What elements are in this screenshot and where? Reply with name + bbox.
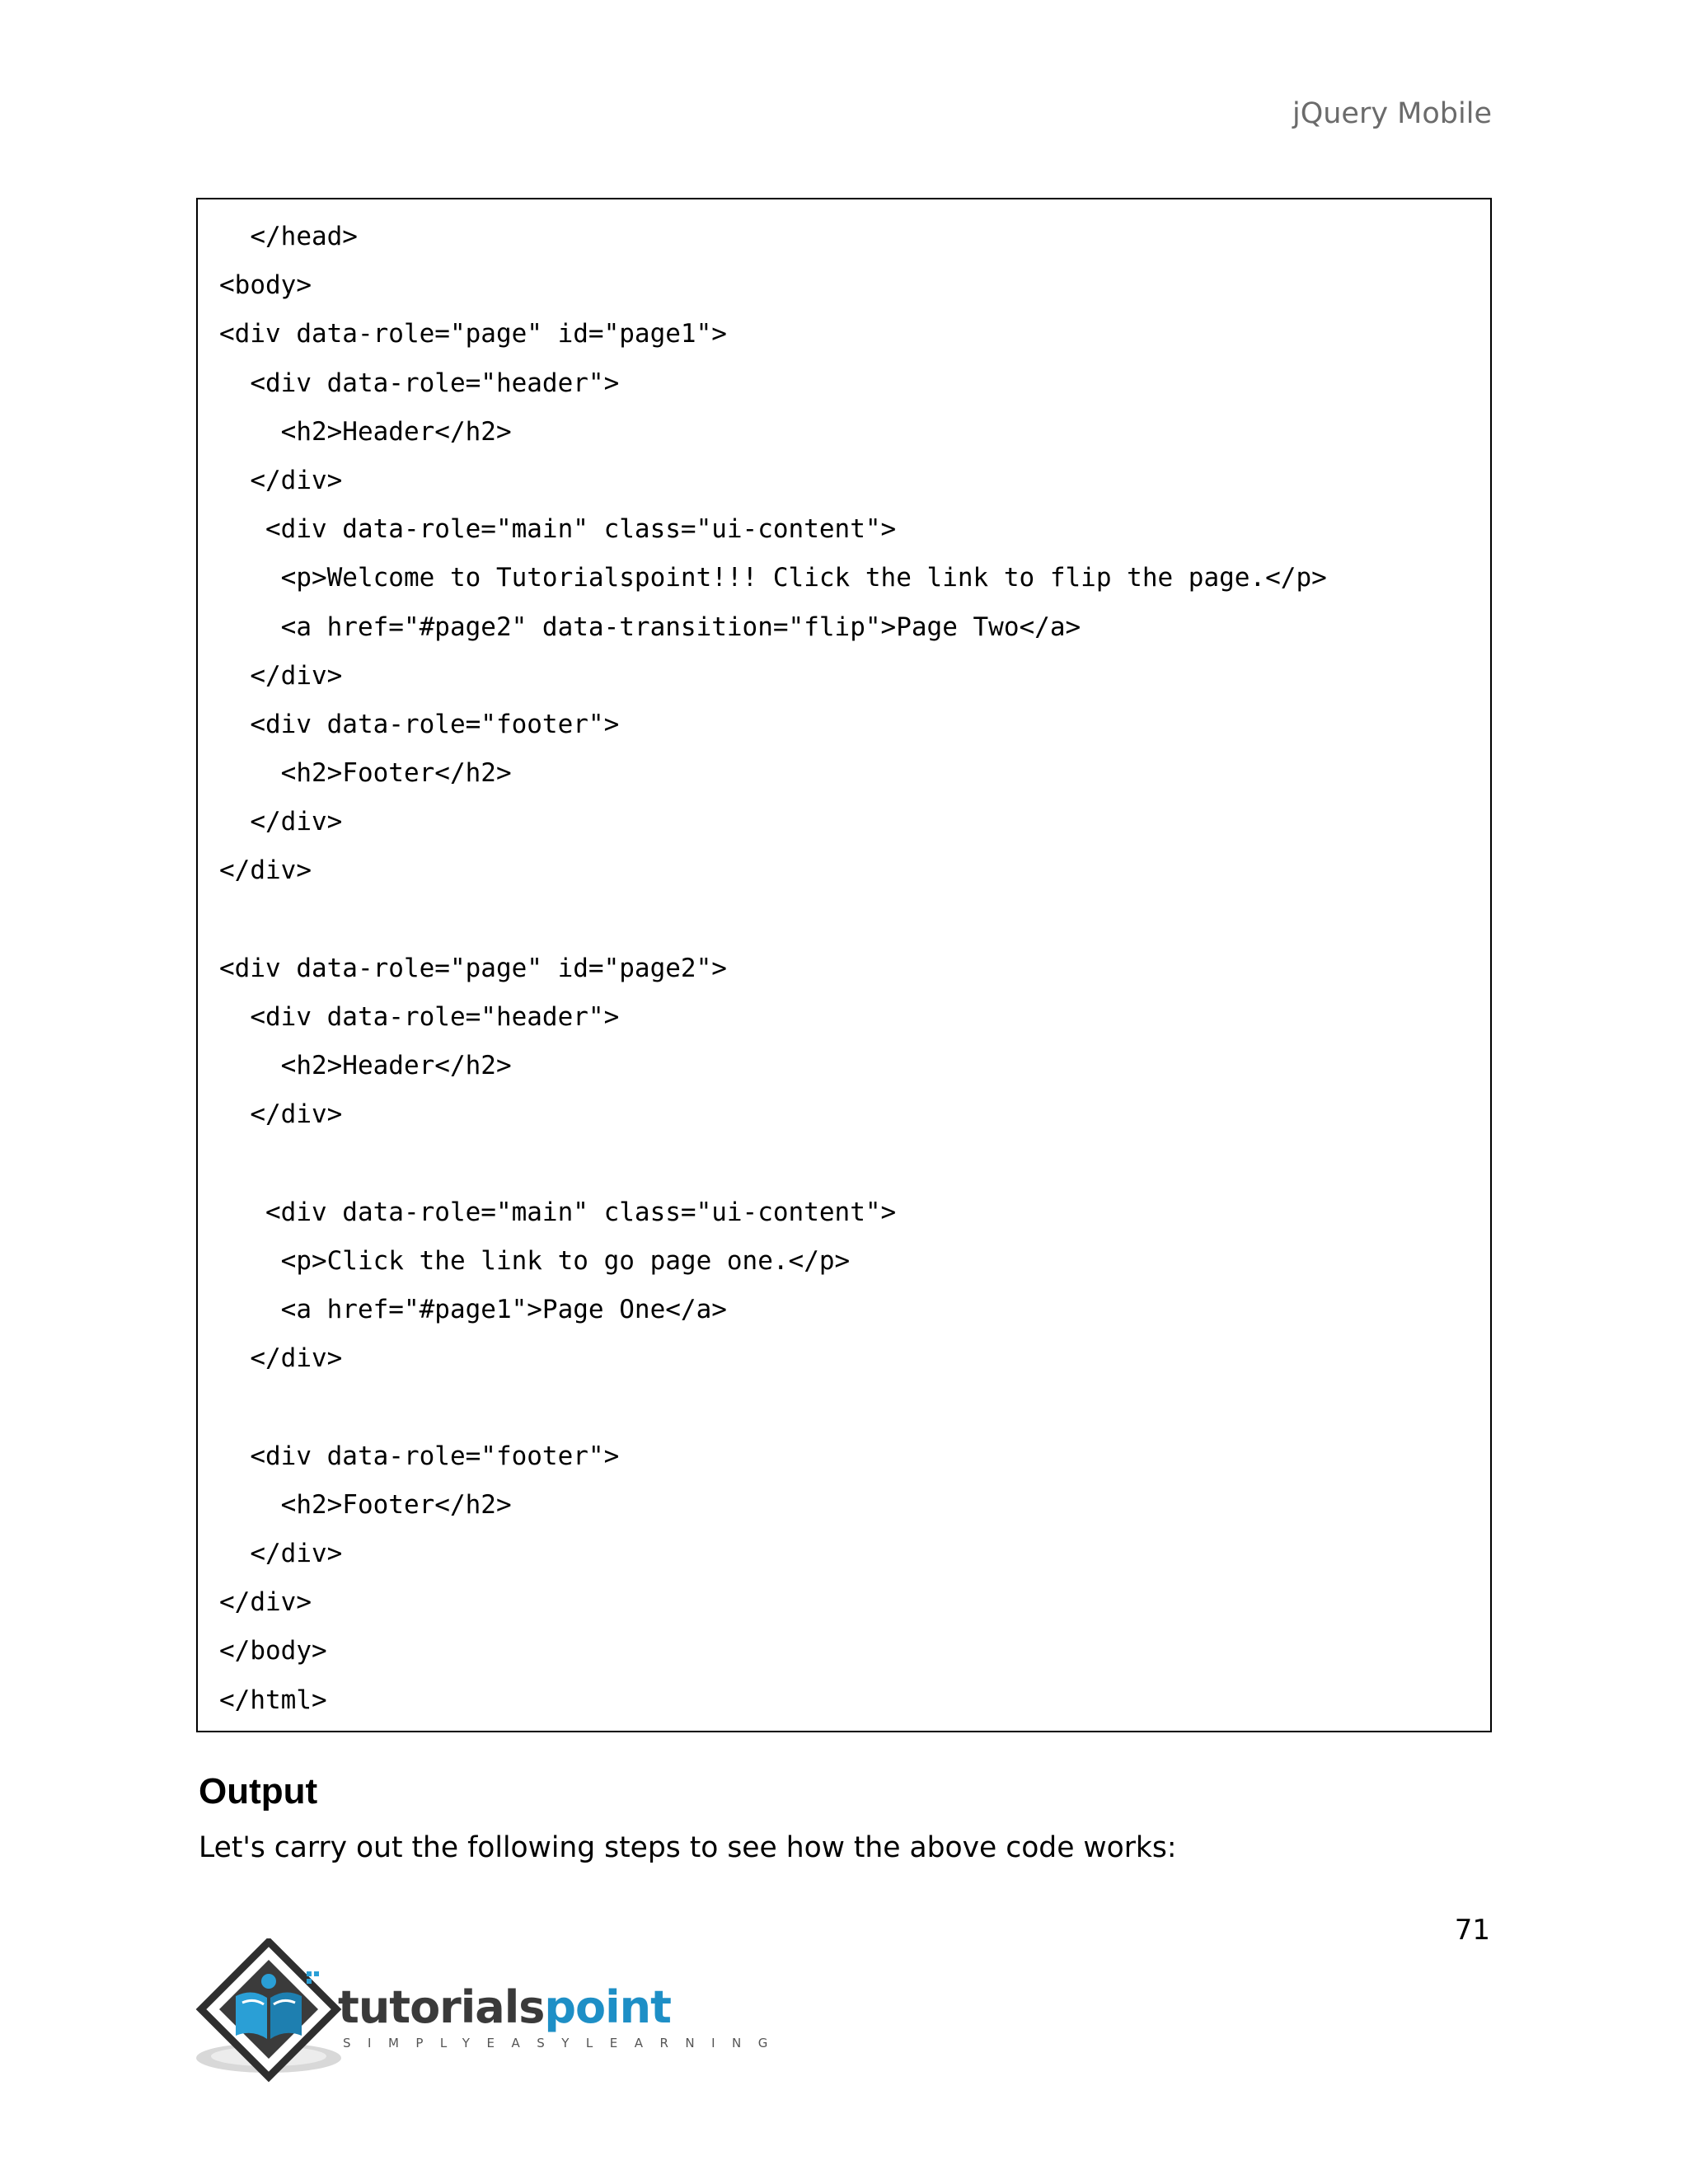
code-line	[219, 896, 1490, 944]
tutorialspoint-logo	[195, 1938, 785, 2087]
logo-word-tutorials: tutorials	[338, 1981, 545, 2033]
code-line: <p>Welcome to Tutorialspoint!!! Click the link to flip the page.</p>	[219, 563, 1327, 593]
code-line: </div>	[219, 660, 343, 691]
code-line: <a href="#page1">Page One</a>	[219, 1295, 727, 1325]
code-line: <body>	[219, 270, 312, 301]
code-line: <a href="#page2" data-transition="flip">Page Two</a>	[219, 612, 1081, 642]
code-line: </div>	[219, 1099, 343, 1130]
code-line: <div data-role="main" class="ui-content">	[219, 514, 897, 545]
code-line: </div>	[219, 465, 343, 495]
code-line: <h2>Header</h2>	[219, 1051, 512, 1081]
code-line: <div data-role="main" class="ui-content">	[219, 1197, 897, 1227]
code-line: <div data-role="page" id="page1">	[219, 319, 727, 349]
code-line: </html>	[219, 1685, 327, 1715]
code-line: </div>	[219, 1343, 343, 1374]
running-header-title: jQuery Mobile	[1292, 97, 1492, 130]
code-line: </div>	[219, 1587, 312, 1618]
section-heading: Output	[199, 1771, 318, 1811]
code-line: <h2>Footer</h2>	[219, 1489, 512, 1520]
book-diamond-icon	[195, 1938, 343, 2087]
code-line: <div data-role="page" id="page2">	[219, 953, 727, 983]
code-line: <div data-role="footer">	[219, 709, 620, 739]
code-line: </head>	[219, 222, 358, 251]
code-line: <p>Click the link to go page one.</p>	[219, 1245, 851, 1276]
logo-wordmark	[338, 1983, 671, 2032]
logo-tagline: SIMPLYEASYLEARNING	[343, 2036, 785, 2050]
code-line: <div data-role="footer">	[219, 1441, 620, 1471]
page-number: 71	[1454, 1914, 1490, 1947]
code-line: <h2>Footer</h2>	[219, 758, 512, 789]
code-block	[196, 198, 1492, 1732]
section-paragraph: Let's carry out the following steps to see how the above code works:	[199, 1831, 1177, 1864]
code-line: </div>	[219, 807, 343, 837]
code-line: <div data-role="header">	[219, 1002, 620, 1032]
code-line	[219, 1140, 1490, 1188]
logo-word-point: point	[544, 1981, 671, 2033]
code-line: </div>	[219, 1539, 343, 1569]
code-line	[219, 1384, 1490, 1432]
code-line: <div data-role="header">	[219, 368, 620, 398]
code-line: <h2>Header</h2>	[219, 416, 512, 447]
code-line: </div>	[219, 855, 312, 886]
code-line: </body>	[219, 1636, 327, 1666]
